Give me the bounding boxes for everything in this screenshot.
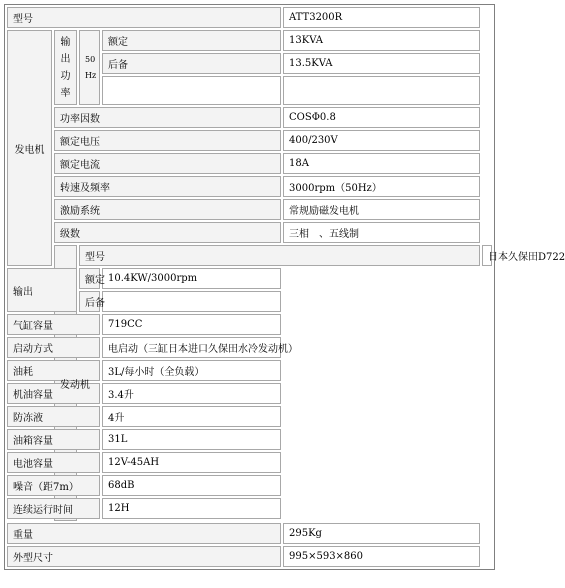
row-model (7, 7, 492, 28)
start-mode-value: 电启动（三缸日本进口久保田水冷发动机） (102, 337, 281, 358)
row-rated-current (7, 153, 492, 174)
speed-frequency-value: 3000rpm（50Hz） (283, 176, 480, 197)
dimensions-value: 995×593×860 (283, 546, 480, 567)
power-factor-label: 功率因数 (54, 107, 281, 128)
spec-sheet (4, 4, 565, 570)
row-engine-output-standby (7, 291, 492, 312)
row-tank-capacity (7, 429, 492, 450)
phase-label: 级数 (54, 222, 281, 243)
excitation-value: 常规励磁发电机 (283, 199, 480, 220)
dimensions-label: 外型尺寸 (7, 546, 281, 567)
generator-standby-label: 后备 (102, 53, 281, 74)
coolant-value: 4升 (102, 406, 281, 427)
battery-label: 电池容量 (7, 452, 100, 473)
row-dimensions (7, 546, 492, 567)
excitation-label: 激励系统 (54, 199, 281, 220)
noise-value: 68dB (102, 475, 281, 496)
tank-capacity-label: 油箱容量 (7, 429, 100, 450)
generator-section-label: 发电机 (7, 30, 52, 266)
row-rated-voltage (7, 130, 492, 151)
row-noise (7, 475, 492, 496)
weight-value: 295Kg (283, 523, 480, 544)
spec-table (4, 4, 565, 570)
engine-model-label: 型号 (79, 245, 480, 266)
frequency-label (79, 30, 100, 105)
oil-capacity-label: 机油容量 (7, 383, 100, 404)
output-power-label (54, 30, 77, 105)
start-mode-label: 启动方式 (7, 337, 100, 358)
row-displacement (7, 314, 492, 335)
oil-capacity-value: 3.4升 (102, 383, 281, 404)
engine-model-value: 日本久保田D722 (482, 245, 492, 266)
row-coolant (7, 406, 492, 427)
engine-output-label: 输出 (7, 268, 77, 312)
runtime-value: 12H (102, 498, 281, 519)
row-engine-output-rated (7, 268, 492, 289)
rated-current-value: 18A (283, 153, 480, 174)
output-power-char: 功 (60, 70, 71, 82)
engine-standby-label: 后备 (79, 291, 100, 312)
tank-capacity-value: 31L (102, 429, 281, 450)
model-value: ATT3200R (283, 7, 480, 28)
engine-rated-label: 额定 (79, 268, 100, 289)
row-engine-model (7, 245, 492, 266)
phase-value: 三相 、五线制 (283, 222, 480, 243)
coolant-label: 防冻液 (7, 406, 100, 427)
frequency-number: 50 (85, 54, 96, 64)
output-power-char: 输 (60, 36, 71, 48)
fuel-consumption-value: 3L/每小时（全负载） (102, 360, 281, 381)
engine-section-label: 发动机 (54, 245, 77, 521)
engine-standby-value (102, 291, 281, 312)
row-power-factor (7, 107, 492, 128)
frequency-unit: Hz (85, 70, 97, 80)
row-battery (7, 452, 492, 473)
row-weight (7, 523, 492, 544)
engine-rated-value: 10.4KW/3000rpm (102, 268, 281, 289)
empty-cell (283, 76, 480, 105)
noise-label: 噪音（距7m） (7, 475, 100, 496)
row-generator-output-rated (7, 30, 492, 51)
runtime-label: 连续运行时间 (7, 498, 100, 519)
generator-standby-value: 13.5KVA (283, 53, 480, 74)
row-excitation (7, 199, 492, 220)
model-label: 型号 (7, 7, 281, 28)
row-phase (7, 222, 492, 243)
output-power-char: 率 (60, 87, 71, 99)
row-speed-frequency (7, 176, 492, 197)
battery-value: 12V-45AH (102, 452, 281, 473)
row-start-mode (7, 337, 492, 358)
fuel-consumption-label: 油耗 (7, 360, 100, 381)
generator-rated-label: 额定 (102, 30, 281, 51)
generator-rated-value: 13KVA (283, 30, 480, 51)
rated-current-label: 额定电流 (54, 153, 281, 174)
row-runtime (7, 498, 492, 519)
power-factor-value: COSΦ0.8 (283, 107, 480, 128)
empty-cell (102, 76, 281, 105)
speed-frequency-label: 转速及频率 (54, 176, 281, 197)
output-power-char: 出 (60, 53, 71, 65)
displacement-label: 气缸容量 (7, 314, 100, 335)
displacement-value: 719CC (102, 314, 281, 335)
rated-voltage-value: 400/230V (283, 130, 480, 151)
rated-voltage-label: 额定电压 (54, 130, 281, 151)
weight-label: 重量 (7, 523, 281, 544)
